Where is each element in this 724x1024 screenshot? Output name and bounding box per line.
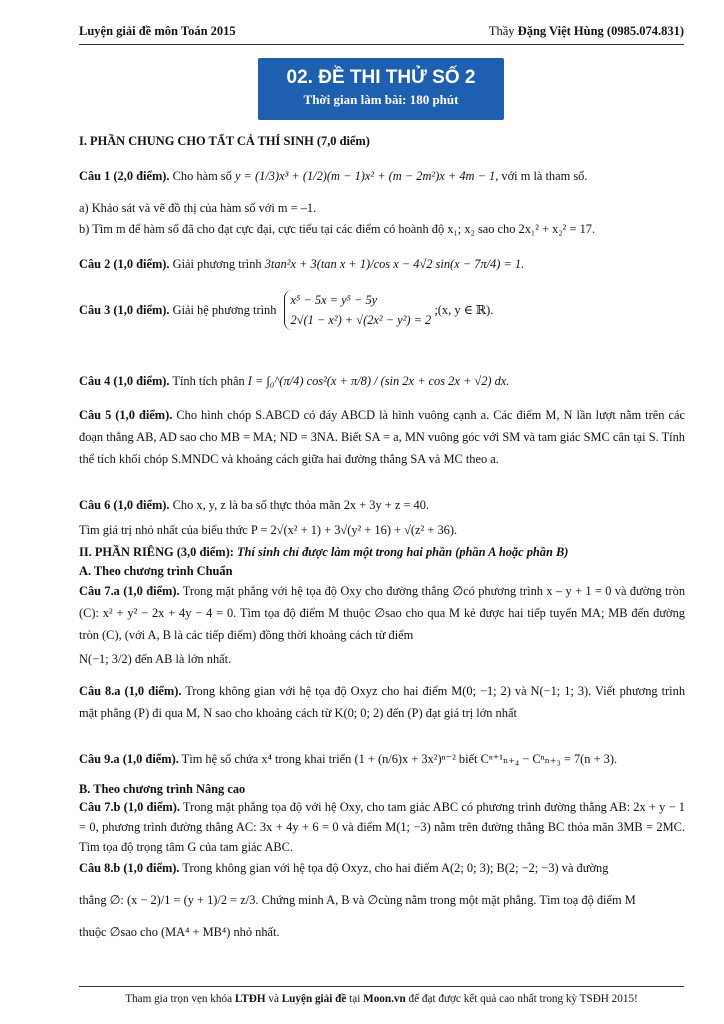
question-6: Câu 6 (1,0 điểm). Cho x, y, z là ba số thực thỏa mãn 2x + 3y + z = 40. (79, 498, 430, 512)
q1-part-b: b) Tìm m để hàm số đã cho đạt cực đại, cực tiểu tại các điểm có hoành độ x₁; x₂ sao cho 2x₁² + x₂² = 17. (79, 222, 596, 236)
question-3: Câu 3 (1,0 điểm). Giải hệ phương trình x⁵ − 5x = y⁵ − 5y 2√(1 − x²) + √(2x² − y²) = 2 ;(x, y ∈ ℝ). (79, 290, 685, 330)
part-a-heading: A. Theo chương trình Chuẩn (79, 564, 233, 578)
section-1-heading: I. PHẦN CHUNG CHO TẤT CẢ THÍ SINH (7,0 điểm) (79, 134, 370, 148)
q3-equation-system: x⁵ − 5x = y⁵ − 5y 2√(1 − x²) + √(2x² − y²) = 2 (284, 290, 432, 330)
q8b-line-3: thuộc ∅sao cho (MA⁴ + MB⁴) nhỏ nhất. (79, 925, 280, 939)
question-2: Câu 2 (1,0 điểm). Giải phương trình 3tan²x + 3(tan x + 1)/cos x − 4√2 sin(x − 7π/4) = 1. (79, 257, 525, 271)
q6-expression: Tìm giá trị nhỏ nhất của biểu thức P = 2√(x² + 1) + 3√(y² + 16) + √(z² + 36). (79, 523, 458, 537)
q7a-last-line: N(−1; 3/2) đến AB là lớn nhất. (79, 652, 232, 666)
header-author: Thầy Đặng Việt Hùng (0985.074.831) (488, 24, 684, 38)
footer-site-link[interactable]: Moon.vn (363, 993, 406, 1005)
question-9a: Câu 9.a (1,0 điểm). Tìm hệ số chứa x⁴ trong khai triển (1 + (n/6)x + 3x²)ⁿ⁻² biết Cⁿ⁺¹ₙ₊₄ − Cⁿₙ₊₃ = 7(n + 3). (79, 752, 618, 766)
q1-formula: y = (1/3)x³ + (1/2)(m − 1)x² + (m − 2m²)x + 4m − 1, (234, 169, 499, 183)
q1-part-a: a) Khảo sát và vẽ đồ thị của hàm số với m = –1. (79, 201, 317, 215)
exam-title: 02. ĐỀ THI THỬ SỐ 2 (286, 67, 476, 88)
exam-duration: Thời gian làm bài: 180 phút (303, 92, 459, 107)
question-1: Câu 1 (2,0 điểm). Cho hàm số y = (1/3)x³ + (1/2)(m − 1)x² + (m − 2m²)x + 4m − 1, với m là tham số. (79, 169, 588, 183)
page-footer: Tham gia trọn vẹn khóa LTĐH và Luyện giải đề tại Moon.vn để đạt được kết quả cao nhất trong kỳ TSĐH 2015! (79, 986, 684, 1005)
question-5: Câu 5 (1,0 điểm). Cho hình chóp S.ABCD có đáy ABCD là hình vuông cạnh a. Các điểm M, N lần lượt nằm trên các đoạn thẳng AB, AD sao cho MB = MA; ND = 3NA. Biết SA = a, MN vuông góc với SM và tam giác SMC cân tại S. Tính thể tích khối chóp S.MNDC và khoảng cách giữa hai đường thẳng SA và MC theo a. (79, 408, 685, 466)
header-course: Luyện giải đề môn Toán 2015 (79, 24, 236, 38)
q8b-line-2: thẳng ∅: (x − 2)/1 = (y + 1)/2 = z/3. Chứng minh A, B và ∅cùng nằm trong một mặt phẳng. Tìm toạ độ điểm M (79, 893, 636, 907)
part-b-heading: B. Theo chương trình Nâng cao (79, 782, 246, 796)
page-header (79, 22, 684, 45)
section-2-heading: II. PHẦN RIÊNG (3,0 điểm): Thí sinh chỉ được làm một trong hai phần (phần A hoặc phần B) (79, 545, 569, 559)
question-8b: Câu 8.b (1,0 điểm). Trong không gian với hệ tọa độ Oxyz, cho hai điểm A(2; 0; 3); B(2; −2; −3) và đường (79, 861, 609, 875)
question-7a: Câu 7.a (1,0 điểm). Trong mặt phẳng với hệ tọa độ Oxy cho đường thẳng ∅có phương trình x – y + 1 = 0 và đường tròn (C): x² + y² − 2x + 4y − 4 = 0. Tìm tọa độ điểm M thuộc ∅sao cho qua M kẻ được hai tiếp tuyến MA; MB đến đường tròn (C), (với A, B là các tiếp điểm) đồng thời khoảng cách từ điểm (79, 584, 686, 642)
question-7b: Câu 7.b (1,0 điểm). Trong mặt phẳng tọa độ với hệ Oxy, cho tam giác ABC có phương trình đường thẳng AB: 2x + y − 1 = 0, phương trình đường thẳng AC: 3x + 4y + 6 = 0 và điểm M(1; −3) nằm trên đường thẳng BC thỏa mãn 3MB = 2MC. Tìm tọa độ trọng tâm G của tam giác ABC. (79, 800, 685, 854)
question-4: Câu 4 (1,0 điểm). Tính tích phân I = ∫₀^(π/4) cos²(x + π/8) / (sin 2x + cos 2x + √2) dx. (79, 374, 510, 388)
q4-integral: I = ∫₀^(π/4) cos²(x + π/8) / (sin 2x + cos 2x + √2) dx. (247, 374, 510, 388)
exam-title-box (258, 58, 504, 120)
q2-formula: 3tan²x + 3(tan x + 1)/cos x − 4√2 sin(x − 7π/4) = 1. (264, 257, 525, 271)
question-8a: Câu 8.a (1,0 điểm). Trong không gian với hệ tọa độ Oxyz cho hai điểm M(0; −1; 2) và N(−1; 1; 3). Viết phương trình mặt phẳng (P) đi qua M, N sao cho khoảng cách từ K(0; 0; 2) đến (P) đạt giá trị lớn nhất (79, 684, 686, 720)
